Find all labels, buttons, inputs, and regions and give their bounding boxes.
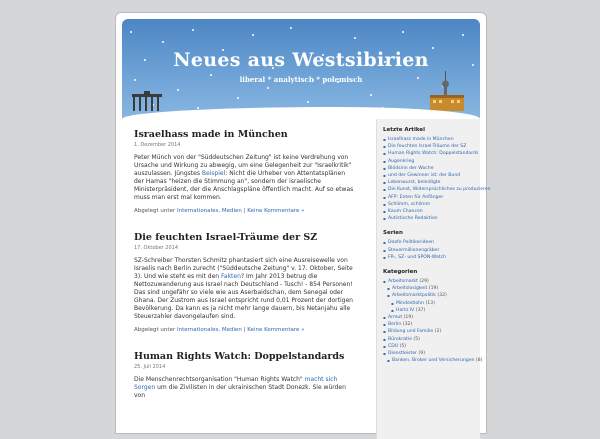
category-item [383,300,480,307]
category-item [383,321,480,328]
category-item [383,336,480,343]
snowflake [177,89,179,91]
category-item-link[interactable]: Arbeitsmarktpolitik [392,293,436,299]
excerpt-link[interactable]: macht sich Sorgen [134,376,338,391]
snowflake [252,34,254,36]
category-item [383,350,480,357]
recent-post-item [383,186,491,193]
post [134,351,356,400]
snowflake [370,94,372,96]
post-date: 25. Juli 2014 [134,364,166,370]
recent-post-item [383,143,480,150]
recent-post-item-link[interactable]: Human Rights Watch: Doppelstandards [388,151,479,157]
recent-post-item [383,165,480,172]
meta-separator: , [218,327,222,333]
snowflake [162,41,164,43]
recent-posts-title: Letzte Artikel [383,127,425,133]
category-link[interactable]: Internationales [176,208,219,214]
series-item [383,247,480,254]
category-count: (5) [411,336,420,342]
post-list [134,129,356,418]
category-item [383,328,480,335]
category-item-link[interactable]: Bildung und Familie [388,329,434,335]
post-title [134,351,356,363]
post-excerpt [134,257,356,321]
series-title: Serien [383,230,403,237]
snow-ground [122,107,480,119]
recent-post-item [383,136,480,143]
excerpt-link[interactable]: Fakten [221,273,241,280]
category-count: (5) [398,343,407,349]
category-link[interactable]: Medien [221,327,242,333]
brandenburg-gate-icon [132,91,162,111]
category-item [383,278,480,285]
post [134,232,356,333]
series-item-link[interactable]: FR-, SZ- und SPON-Watch [388,254,447,260]
blog-header [122,19,480,119]
post-title-link[interactable]: Israelhass made in München [134,129,288,140]
category-item [383,285,480,292]
meta-prefix: Abgelegt unter [134,208,177,214]
post-meta [134,208,356,214]
sidebar [376,119,491,439]
tv-tower-icon [428,71,468,111]
category-item [383,343,480,350]
recent-post-item-link[interactable]: Kaum Chancen [388,209,423,215]
category-count: (19) [402,315,414,321]
category-item-link[interactable]: Banken, Broker und Versicherungen [392,358,475,364]
category-count: (8) [474,358,483,364]
page-wrapper [115,12,491,434]
recent-post-item-link[interactable]: Blödsinn der Woche [388,165,434,171]
snowflake [462,34,464,36]
post-title [134,129,356,141]
excerpt-text: : Nicht die Urheber von Attentatsplänen der Hamas "heizen die Stimmung an", sondern der israelische Ministerpräsident, der die Anschlagspläne öffentlich macht. Auf so etwas muss man erst mal kommen. [134,170,354,201]
post [134,129,356,214]
category-item-link[interactable]: Hartz IV [396,307,415,313]
recent-post-item-link[interactable]: Autistische Redaktion [388,216,438,222]
comments-link[interactable]: Keine Kommentare » [247,208,305,214]
series-item [383,239,480,246]
post-title-link[interactable]: Die feuchten Israel-Träume der SZ [134,232,318,243]
recent-post-item-link[interactable]: AFP: Enten für Anfänger [388,194,444,200]
category-item [383,292,480,299]
recent-post-item [383,158,480,165]
blog-title-link[interactable]: Neues aus Westsibirien [173,49,429,71]
recent-post-item [383,208,480,215]
recent-post-item-link[interactable]: Augenkrieg [388,158,415,164]
snowflake [267,87,269,89]
category-count: (32) [435,293,447,299]
meta-separator: | [241,327,248,333]
category-item-link[interactable]: Arbeitslosigkeit [392,286,428,292]
category-link[interactable]: Medien [221,208,242,214]
category-count: (32) [401,322,413,328]
snowflake [197,107,199,109]
recent-post-item [383,194,480,201]
excerpt-text: um die Zivilisten in der ukrainischen Stadt Donezk. Sie würden von [134,384,346,399]
excerpt-text: Peter Münch von der "Süddeutschen Zeitung" ist keine Verdrehung von Ursache und Wirkung zu abwegig, um eine Gelegenheit zur "Israelkritik" auszulassen. Jüngstes [134,154,352,177]
series-item-link[interactable]: Steuermillionengräber [388,247,440,253]
category-count: (37) [414,307,426,313]
post-excerpt [134,154,356,202]
category-link[interactable]: Internationales [176,327,219,333]
category-count: (13) [424,300,435,306]
meta-prefix: Abgelegt unter [134,327,177,333]
category-item-link[interactable]: Dienstleister [388,351,418,357]
category-count: (19) [427,286,439,292]
excerpt-link[interactable]: Beispiel [201,170,226,177]
snowflake [192,29,194,31]
series-item [383,254,480,261]
excerpt-text: SZ-Schreiber Thorsten Schmitz phantasiert sich eine Ausreisewelle von Israelis nach Berlin zurecht ("Süddeutsche Zeitung" v. 17. Oktober, Seite 3). Und wie steht es mit den [134,257,353,280]
category-count: (2) [433,329,442,335]
category-count: (9) [417,351,426,357]
category-item [383,357,483,364]
snowflake [237,97,239,99]
recent-post-item [383,172,480,179]
recent-post-item [383,150,480,157]
category-count: (29) [417,279,429,285]
category-item [383,314,480,321]
category-item [383,307,480,314]
recent-post-item-link[interactable]: Israelhass made in München [388,137,454,142]
recent-post-item-link[interactable]: Die Kunst, Widersprüchliches zu produzieren [388,187,491,193]
category-item-link[interactable]: Armut [388,315,403,321]
recent-post-item-link[interactable]: Lebenwurst, beleidigte [388,180,441,186]
categories-list [383,278,483,364]
snowflake [307,101,309,103]
comments-link[interactable]: Keine Kommentare » [247,327,305,333]
excerpt-text: Die Menschenrechtsorganisation "Human Rights Watch" [134,376,305,383]
post-date: 1. Dezember 2014 [134,142,181,148]
series-item-link[interactable]: Doofe Politikerideen [388,240,435,246]
categories-title: Kategorien [383,269,418,276]
recent-post-item-link[interactable]: Die feuchten Israel-Träume der SZ [388,144,467,150]
category-item-link[interactable]: Arbeitsmarkt [388,279,418,285]
category-item-link[interactable]: Bürokratie [388,336,412,342]
post-meta [134,327,356,333]
recent-post-item-link[interactable]: und der Gewinner ist: der Bund [388,173,461,179]
post-excerpt [134,376,356,400]
meta-separator: , [218,208,222,214]
meta-separator: | [241,208,248,214]
snowflake [402,31,404,33]
category-item-link[interactable]: Berlin [388,322,402,328]
recent-post-item [383,201,480,208]
category-item-link[interactable]: Mindestlohn [396,300,424,306]
category-item-link[interactable]: CDU [388,343,399,349]
recent-posts-list [383,136,491,222]
snowflake [354,37,356,39]
snowflake [130,31,132,33]
snowflake [290,27,292,29]
recent-post-item [383,215,480,222]
post-title [134,232,356,244]
series-list [383,239,480,261]
post-date: 17. Oktober 2014 [134,245,179,251]
blog-description: liberal * analytisch * polemisch [239,75,363,84]
recent-post-item-link[interactable]: Schlimm, schlimm [388,201,431,207]
recent-post-item [383,179,480,186]
excerpt-text: ? Im Jahr 2013 betrug die Nettozuwanderung aus Israel nach Deutschland - Tusch! - 854 Personen! Das sind ungefähr so viele wie aus Aserbaidschan, dem Senegal oder Ghana. Der Zustrom aus Israel entspricht rund 0,01 Prozent der dortigen Bevölkerung. Da kann es ja nicht mehr lange dauern, bis Netanjahu alle Steuerzahler davongelaufen sind. [134,273,353,320]
post-title-link[interactable]: Human Rights Watch: Doppelstandards [134,351,345,362]
